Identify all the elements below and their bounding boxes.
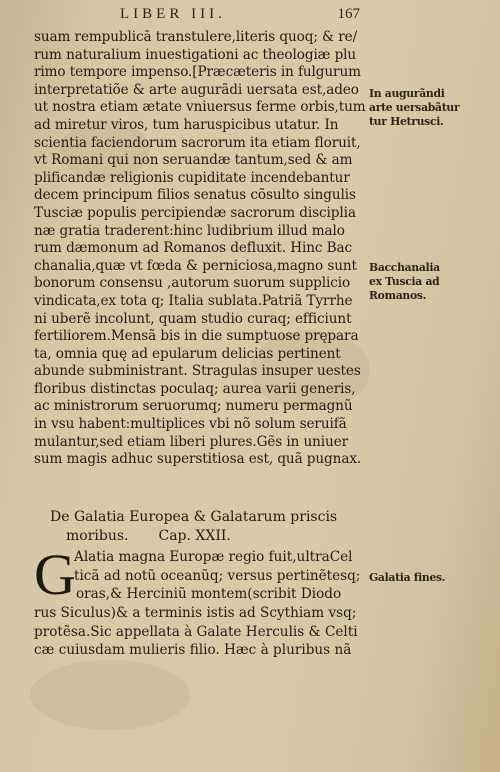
text-line: protẽsa.Sic appellata à Galate Herculis & Celti: [34, 623, 358, 640]
text-line: rus Siculus)& a terminis istis ad Scythiam vsq;: [34, 605, 357, 622]
text-line: sum magis adhuc superstitiosa est, quã pugnax.: [34, 451, 362, 468]
text-line: chanalia,quæ vt fœda & perniciosa,magno sunt: [34, 257, 357, 274]
text-line: cæ cuiusdam mulieris filio. Hæc à pluribus nã: [34, 642, 352, 659]
text-line: abunde subministrant. Stragulas insuper uestes: [34, 363, 361, 380]
text-line: Tusciæ populis percipiendæ sacrorum disciplia: [34, 204, 356, 221]
margin-note-line: Galatia fines.: [369, 571, 446, 584]
text-line: scientia faciendorum sacrorum ita etiam floruit,: [34, 134, 361, 151]
margin-note-line: ex Tuscia ad: [369, 275, 440, 288]
paper-stain: [30, 660, 190, 730]
text-line: ad miretur viros, tum haruspicibus utatur. In: [34, 116, 339, 133]
text-line: rum dæmonum ad Romanos defluxit. Hinc Bac: [34, 240, 353, 257]
chapter-title-line: De Galatia Europea & Galatarum priscis: [50, 509, 338, 525]
margin-note-line: Bacchanalia: [369, 261, 440, 274]
margin-note-galatia: [369, 571, 464, 585]
main-text: [34, 29, 374, 469]
text-line: vt Romani qui non seruandæ tantum,sed & am: [34, 152, 353, 169]
chapter-text: [34, 542, 374, 660]
decorated-initial: G: [34, 542, 76, 607]
chapter-number: Cap. XXII.: [158, 528, 231, 544]
running-head: LIBER III.: [120, 6, 226, 22]
text-line: bonorum consensu ,autorum suorum supplicio: [34, 275, 351, 292]
text-line: ac ministrorum seruorumq; numeru permagnũ: [34, 398, 353, 415]
text-line: rum naturalium inuestigationi ac theologiæ plu: [34, 46, 357, 63]
text-line: in vsu habent:multiplices vbi nõ solum seruifã: [34, 416, 347, 433]
text-line: interpretatiõe & arte augurãdi uersata est,adeo: [34, 81, 359, 98]
page-number: 167: [337, 6, 360, 22]
text-line: vindicata,ex tota q; Italia sublata.Patriã Tyrrhe: [34, 292, 353, 309]
text-line: næ gratia traderent:hinc ludibrium illud malo: [34, 222, 345, 239]
margin-note-line: tur Hetrusci.: [369, 115, 444, 128]
text-line: rimo tempore impenso.[Præcæteris in fulgurum: [34, 64, 361, 81]
text-line: mulantur,sed etiam liberi plures.Gẽs in uniuer: [34, 433, 349, 450]
margin-note-bacchanalia: [369, 261, 464, 303]
text-line: ticã ad notũ oceanũq; versus pertinẽtesq;: [74, 567, 361, 584]
text-line: ni uberẽ incolunt, quam studio curaq; efficiunt: [34, 310, 352, 327]
chapter-title-line: [50, 527, 370, 546]
margin-note-line: arte uersabãtur: [369, 101, 460, 114]
text-line: suam rempublicā transtulere,literis quoq; & re/: [34, 29, 358, 45]
text-line: floribus distinctas poculaq; aurea varii generis,: [34, 380, 356, 397]
text-line: fertiliorem.Mensã bis in die sumptuose prępara: [34, 328, 359, 345]
text-line: oras,& Herciniũ montem(scribit Diodo: [76, 586, 342, 603]
chapter-title-continuation: moribus.: [66, 528, 129, 544]
text-line: Alatia magna Europæ regio fuit,ultraCel: [74, 549, 353, 565]
margin-note-line: Romanos.: [369, 289, 427, 302]
margin-note-augury: [369, 87, 464, 129]
margin-note-line: In augurãndi: [369, 87, 445, 100]
text-line: ta, omnia quę ad epularum delicias pertinent: [34, 345, 341, 362]
text-line: plificandæ religionis cupiditate incendebantur: [34, 169, 350, 186]
page-header: [120, 6, 360, 28]
text-line: ut nostra etiam ætate vniuersus ferme orbis,tum: [34, 99, 366, 116]
chapter-heading: [50, 508, 370, 546]
text-line: decem principum filios senatus cõsulto singulis: [34, 187, 356, 204]
